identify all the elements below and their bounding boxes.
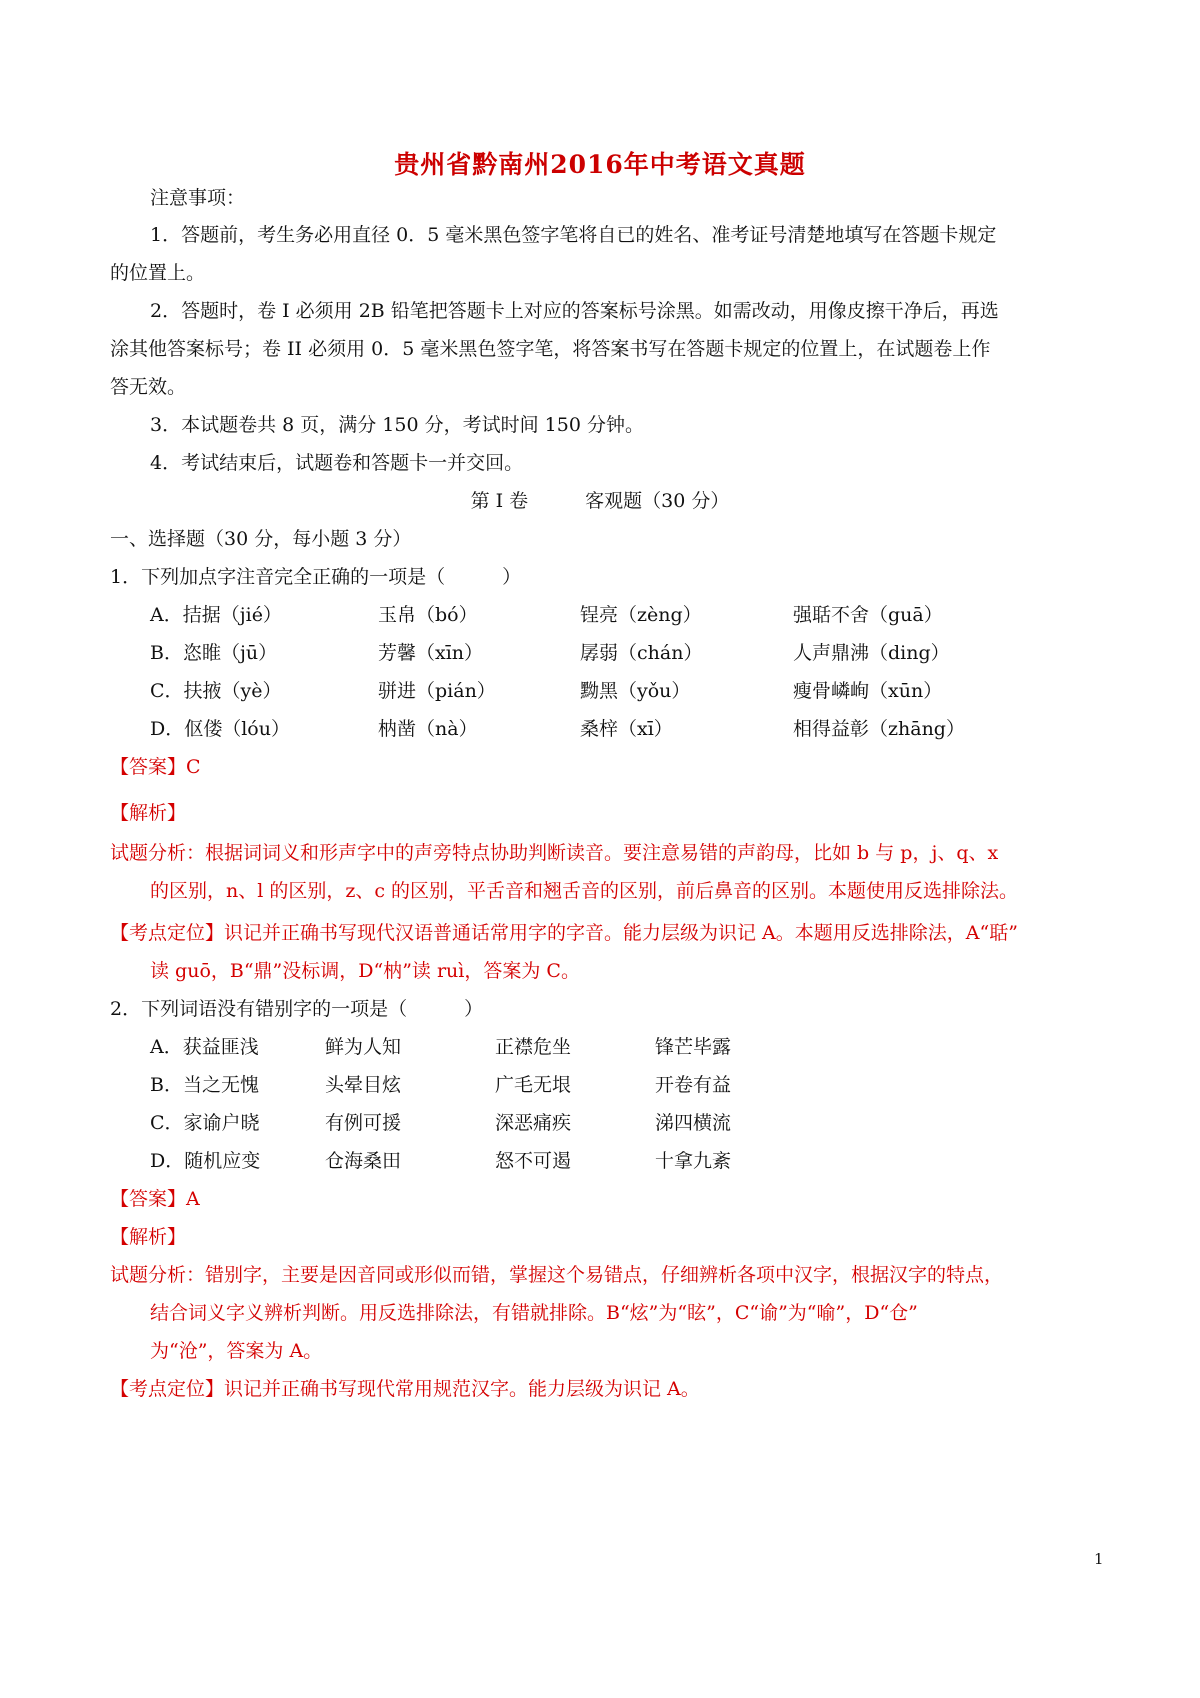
question-1-point: 【考点定位】识记并正确书写现代汉语普通话常用字的字音。能力层级为识记 A。本题用反选排除法，A“聒” [110,922,1018,944]
answer-label: 【答案】 [110,756,187,778]
answer-label: 【答案】 [110,1188,187,1210]
q1-option-c-2: 骈进（pián） [378,680,496,702]
q2-option-a-3: 正襟危坐 [495,1036,572,1058]
notice-item-4: 4．考试结束后，试题卷和答题卡一并交回。 [150,452,524,474]
q1-option-c-1: C．扶掖（yè） [150,680,282,702]
question-2-analysis: 试题分析：错别字，主要是因音同或形似而错，掌握这个易错点，仔细辨析各项中汉字，根据汉字的特点， [110,1264,1004,1286]
q2-option-d-4: 十拿九紊 [655,1150,732,1172]
question-1-stem: 1．下列加点字注音完全正确的一项是（ ） [110,566,522,588]
q1-option-d-1: D．伛偻（lóu） [150,718,290,740]
section-title: 第 I 卷 客观题（30 分） [470,490,730,512]
q1-option-d-2: 枘凿（nà） [378,718,478,740]
q1-option-b-1: B．恣睢（jū） [150,642,278,664]
question-2-analysis-cont: 结合词义字义辨析判断。用反选排除法，有错就排除。B“炫”为“眩”，C“谕”为“喻”，D“仓” [150,1302,918,1324]
notice-item-1: 1．答题前，考生务必用直径 0．5 毫米黑色签字笔将自已的姓名、准考证号清楚地填写在答题卡规定 [150,224,997,246]
q2-option-b-3: 广毛无垠 [495,1074,572,1096]
q2-option-c-2: 有例可援 [325,1112,402,1134]
q2-option-d-1: D．随机应变 [150,1150,261,1172]
q2-option-c-1: C．家谕户晓 [150,1112,260,1134]
q2-option-c-3: 深恶痛疾 [495,1112,572,1134]
q2-option-c-4: 涕四横流 [655,1112,732,1134]
question-2-answer [110,1187,200,1211]
notice-item-3: 3．本试题卷共 8 页，满分 150 分，考试时间 150 分钟。 [150,414,644,436]
q1-option-b-3: 孱弱（chán） [580,642,703,664]
q1-option-c-3: 黝黑（yǒu） [580,680,691,702]
q1-option-a-1: A．拮据（jié） [150,604,282,626]
question-1-answer [110,755,201,779]
q2-option-a-2: 鲜为人知 [325,1036,402,1058]
question-1-point-cont: 读 guō，B“鼎”没标调，D“枘”读 ruì，答案为 C。 [150,960,580,982]
q2-option-a-1: A．获益匪浅 [150,1036,259,1058]
q1-option-b-2: 芳馨（xīn） [378,642,484,664]
question-2-analysis-cont2: 为“沧”，答案为 A。 [150,1340,323,1362]
question-2-stem: 2．下列词语没有错别字的一项是（ ） [110,998,484,1020]
q2-option-d-2: 仓海桑田 [325,1150,402,1172]
q1-option-a-2: 玉帛（bó） [378,604,478,626]
q1-option-a-3: 锃亮（zèng） [580,604,702,626]
q1-option-b-4: 人声鼎沸（ding） [793,642,950,664]
notice-item-2-cont2: 答无效。 [110,376,187,398]
q1-option-c-4: 瘦骨嶙峋（xūn） [793,680,943,702]
notice-item-2-cont: 涂其他答案标号；卷 II 必须用 0．5 毫米黑色签字笔，将答案书写在答题卡规定的位置上，在试题卷上作 [110,338,991,360]
q2-option-d-3: 怒不可遏 [495,1150,572,1172]
part-title: 一、选择题（30 分，每小题 3 分） [110,528,412,550]
q2-option-a-4: 锋芒毕露 [655,1036,732,1058]
page-title: 贵州省黔南州2016年中考语文真题 [394,150,806,179]
question-1-analysis: 试题分析：根据词词义和形声字中的声旁特点协助判断读音。要注意易错的声韵母，比如 b 与 p，j、q、x [110,842,999,864]
answer-value: C [186,756,201,778]
q2-option-b-1: B．当之无愧 [150,1074,259,1096]
answer-value: A [186,1188,200,1210]
q1-option-a-4: 强聒不舍（guā） [793,604,943,626]
q2-option-b-2: 头晕目炫 [325,1074,402,1096]
question-1-analysis-label: 【解析】 [110,802,187,824]
notice-item-1-cont: 的位置上。 [110,262,206,284]
question-2-point: 【考点定位】识记并正确书写现代常用规范汉字。能力层级为识记 A。 [110,1378,700,1400]
q2-option-b-4: 开卷有益 [655,1074,732,1096]
q1-option-d-3: 桑梓（xī） [580,718,673,740]
q1-option-d-4: 相得益彰（zhāng） [793,718,965,740]
question-1-analysis-cont: 的区别，n、l 的区别，z、c 的区别，平舌音和翘舌音的区别，前后鼻音的区别。本题使用反选排除法。 [150,880,1019,902]
notice-heading: 注意事项： [150,187,246,209]
notice-item-2: 2．答题时，卷 I 必须用 2B 铅笔把答题卡上对应的答案标号涂黑。如需改动，用像皮擦干净后，再选 [150,300,999,322]
question-2-analysis-label: 【解析】 [110,1226,187,1248]
page-number: 1 [1094,1550,1104,1568]
